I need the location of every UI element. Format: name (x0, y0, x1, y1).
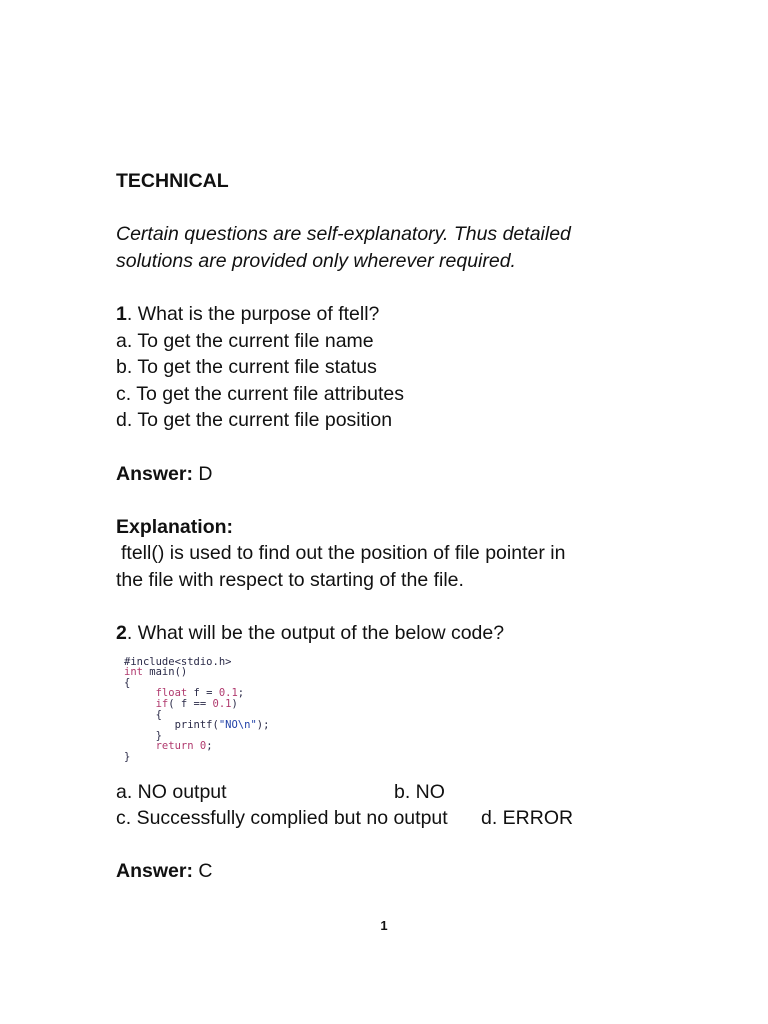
q1-explanation-line-2: the file with respect to starting of the file. (116, 568, 464, 591)
code-line-10: } (124, 751, 131, 764)
q1-explanation-line-1: ftell() is used to find out the position of file pointer in (121, 542, 566, 565)
intro-line-1: Certain questions are self-explanatory. Thus detailed (116, 223, 571, 246)
q2-option-b: b. NO (394, 780, 445, 803)
q1-option-a: a. To get the current file name (116, 329, 374, 352)
q1-option-b: b. To get the current file status (116, 356, 377, 379)
code-line-7: printf("NO\n"); (174, 719, 270, 732)
page-number: 1 (380, 918, 388, 933)
q1-answer-value: D (192, 462, 213, 485)
q1-option-d: d. To get the current file position (116, 409, 393, 432)
code-line-4: float f = 0.1; (155, 687, 245, 700)
code-snippet (124, 657, 309, 765)
q1-explanation-label: Explanation: (116, 515, 234, 538)
q2-options-row-2 (116, 805, 676, 832)
q2-option-c: c. Successfully complied but no output (116, 807, 448, 830)
question-1-text: . What is the purpose of ftell? (126, 302, 380, 325)
q2-answer-value: C (192, 860, 213, 883)
code-line-2: int main() (124, 666, 188, 679)
code-line-6: { (155, 708, 162, 721)
q1-answer (116, 461, 676, 488)
question-2-number: 2 (116, 622, 127, 645)
question-1 (116, 301, 676, 328)
question-1-number: 1 (116, 302, 127, 325)
code-line-8: } (155, 729, 162, 742)
q1-answer-label: Answer: (116, 462, 193, 485)
code-line-9: return 0; (155, 740, 213, 753)
question-2-text: . What will be the output of the below code? (126, 622, 505, 645)
code-line-5: if( f == 0.1) (155, 698, 238, 711)
q2-answer (116, 858, 676, 885)
q2-answer-label: Answer: (116, 860, 193, 883)
q2-option-a: a. NO output (116, 780, 227, 803)
question-2 (116, 620, 676, 647)
section-heading: TECHNICAL (116, 170, 229, 192)
page-content (116, 168, 676, 885)
q2-option-d: d. ERROR (481, 807, 574, 830)
intro-line-2: solutions are provided only wherever required. (116, 249, 516, 272)
q2-options-row-1 (116, 779, 676, 806)
code-line-3: { (124, 676, 131, 689)
q1-option-c: c. To get the current file attributes (116, 382, 404, 405)
code-line-1: #include<stdio.h> (124, 655, 232, 668)
